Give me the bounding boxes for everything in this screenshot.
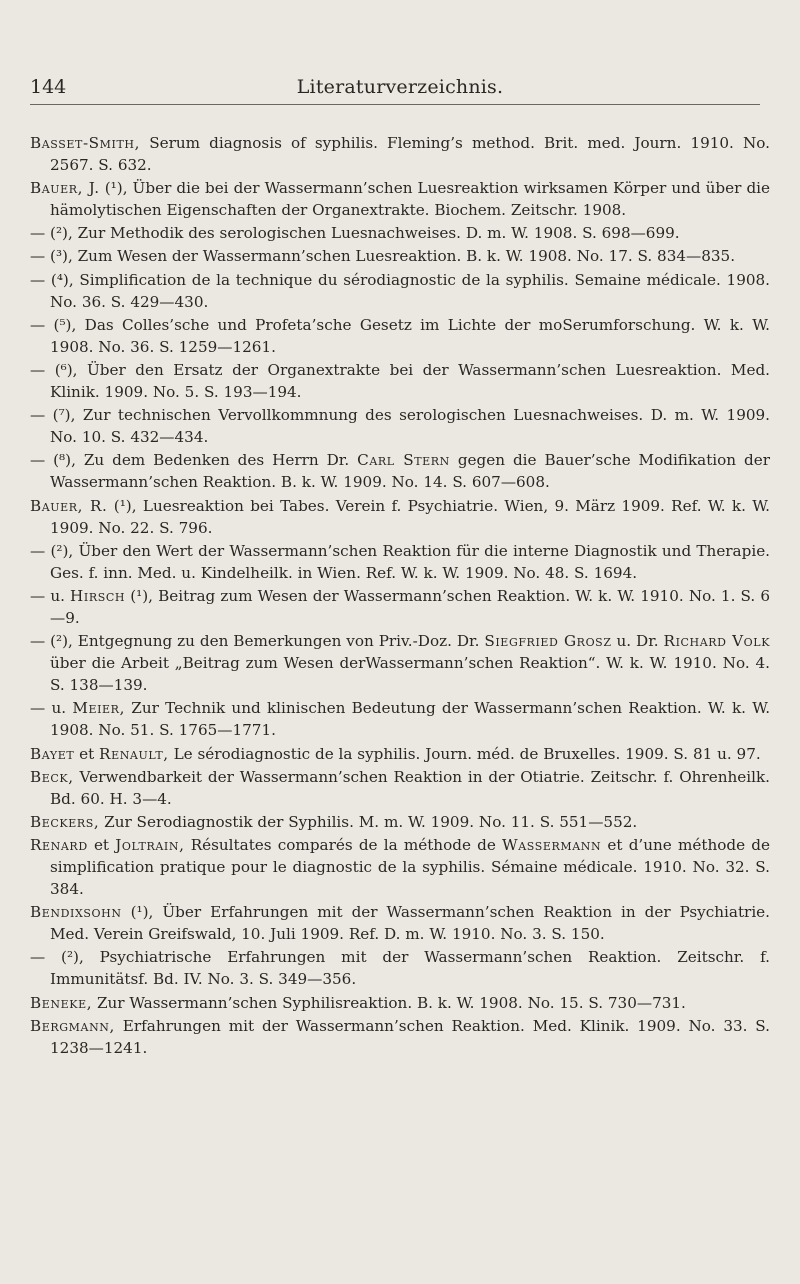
ditto-dash: — [30,315,46,334]
bibliography-entry [30,177,770,221]
bibliography-entry [30,132,770,176]
entry-text: (¹), Über Erfahrungen mit der Wassermann’schen Reaktion in der Psychiatrie. Med. Verein Greifswald, 10. Juli 1909. Ref. D. m. W. 1910. No. 3. S. 150. [50,903,770,944]
bibliography-entry [30,901,770,945]
entry-person: Renault, [99,744,169,763]
bibliography-entry [30,540,770,584]
entry-text: (²), Psychiatrische Erfahrungen mit der Wassermann’schen Reaktion. Zeitschr. f. Immunitätsf. Bd. IV. No. 3. S. 349—356. [50,948,770,989]
entry-text: Serum diagnosis of syphilis. Fleming’s method. Brit. med. Journ. 1910. No. 2567. S. 632. [50,134,770,175]
bibliography-entry [30,630,770,696]
bibliography-entry [30,766,770,810]
entry-person: Richard Volk [663,632,771,651]
bibliography-entry [30,946,770,990]
entry-text: et d’une méthode de simplification pratique pour le diagnostic de la syphilis. Sémaine médicale. 1910. No. 32. S. 384. [50,835,771,899]
bibliography-entry [30,585,770,629]
page-header [30,76,770,100]
bibliography-entry [30,404,770,448]
entry-text: (⁵), Das Colles’sche und Profeta’sche Gesetz im Lichte der moSerumforschung. W. k. W. 1908. No. 36. S. 1259—1261. [50,315,771,356]
entry-text: (²), Zur Methodik des serologischen Luesnachweises. D. m. W. 1908. S. 698—699. [50,224,680,243]
entry-person: Wassermann [502,835,602,854]
ditto-dash: — [30,699,46,718]
entry-text: Le sérodiagnostic de la syphilis. Journ. méd. de Bruxelles. 1909. S. 81 u. 97. [173,744,761,763]
entry-text: Erfahrungen mit der Wassermann’schen Reaktion. Med. Klinik. 1909. No. 33. S. 1238—1241. [50,1016,770,1057]
entry-text: et [93,835,110,854]
entry-author: Bauer, J. [30,179,100,198]
ditto-dash: — [30,586,46,605]
ditto-dash: — [30,247,46,266]
entry-text: u. Dr. [616,632,659,651]
running-title: Literaturverzeichnis. [296,76,504,98]
entry-text: Verwendbarkeit der Wassermann’schen Reaktion in der Otiatrie. Zeitschr. f. Ohrenheilk. Bd. 60. H. 3—4. [50,767,770,808]
bibliography-entry [30,314,770,358]
bibliography-entry [30,834,770,900]
entry-text: (¹), Über die bei der Wassermann’schen Luesreaktion wirksamen Körper und über die hämolytischen Eigenschaften der Organextrakte. Biochem. Zeitschr. 1908. [50,179,771,220]
page-number: 144 [30,76,67,98]
entry-text: (⁴), Simplification de la technique du sérodiagnostic de la syphilis. Semaine médicale. 1908. No. 36. S. 429—430. [50,270,771,311]
entry-text: u. [51,699,67,718]
entry-person: Siegfried Grosz [484,632,612,651]
entry-text: (⁷), Zur technischen Vervollkommnung des serologischen Luesnachweises. D. m. W. 1909. No. 10. S. 432—434. [50,406,771,447]
ditto-dash: — [30,632,46,651]
entry-text: u. [50,586,65,605]
entry-author: Renard [30,835,88,854]
entry-person: Meier, [72,699,125,718]
entry-person: Joltrain, [115,835,185,854]
bibliography-entry [30,269,770,313]
entry-author: Bayet [30,744,75,763]
entry-author: Bauer, R. [30,496,108,515]
entry-text: Zur Serodiagnostik der Syphilis. M. m. W. 1909. No. 11. S. 551—552. [104,812,638,831]
entry-author: Beck, [30,767,74,786]
entry-person: Hirsch [70,586,126,605]
entry-text: über die Arbeit „Beitrag zum Wesen derWassermann’schen Reaktion“. W. k. W. 1910. No. 4. S. 138—139. [50,654,770,695]
entry-text: gegen die Bauer’sche Modifikation der Wassermann’schen Reaktion. B. k. W. 1909. No. 14. S. 607—608. [50,451,770,492]
entry-author: Beneke, [30,993,93,1012]
bibliography-entry [30,359,770,403]
ditto-dash: — [30,406,46,425]
ditto-dash: — [30,451,46,470]
header-divider [30,104,760,105]
entry-text: Zur Technik und klinischen Bedeutung der Wassermann’schen Reaktion. W. k. W. 1908. No. 51. S. 1765—1771. [50,699,771,740]
entry-text: (¹), Beitrag zum Wesen der Wassermann’schen Reaktion. W. k. W. 1910. No. 1. S. 6—9. [50,586,771,627]
entry-person: Carl Stern [357,451,450,470]
bibliography-entry [30,222,770,244]
bibliography-entry [30,811,770,833]
entry-author: Bergmann, [30,1016,115,1035]
entry-text: (¹), Luesreaktion bei Tabes. Verein f. Psychiatrie. Wien, 9. März 1909. Ref. W. k. W. 1909. No. 22. S. 796. [50,496,771,537]
entry-text: (²), Über den Wert der Wassermann’schen Reaktion für die interne Diagnostik und Therapie. Ges. f. inn. Med. u. Kindelheilk. in Wien. Ref. W. k. W. 1909. No. 48. S. 1694. [50,541,771,582]
entry-text: (³), Zum Wesen der Wassermann’schen Luesreaktion. B. k. W. 1908. No. 17. S. 834—835. [50,247,736,266]
bibliography-entry [30,495,770,539]
entry-author: Basset-Smith, [30,134,141,152]
ditto-dash: — [30,360,46,379]
ditto-dash: — [30,224,46,243]
ditto-dash: — [30,948,46,967]
bibliography-entry [30,449,770,493]
bibliography-entry [30,1015,770,1059]
bibliography-entry [30,697,770,741]
entry-text: (⁸), Zu dem Bedenken des Herrn Dr. [53,451,350,470]
entry-text: (²), Entgegnung zu den Bemerkungen von Priv.-Doz. Dr. [50,632,480,651]
entry-text: (⁶), Über den Ersatz der Organextrakte bei der Wassermann’schen Luesreaktion. Med. Klinik. 1909. No. 5. S. 193—194. [50,360,771,402]
entry-text: Zur Wassermann’schen Syphilisreaktion. B. k. W. 1908. No. 15. S. 730—731. [96,993,686,1012]
bibliography-entry [30,743,770,765]
ditto-dash: — [30,541,46,560]
entry-text: Résultates comparés de la méthode de [190,835,496,854]
ditto-dash: — [30,270,46,289]
entry-author: Bendixsohn [30,903,122,922]
bibliography-list [30,132,770,1060]
entry-author: Beckers, [30,812,100,831]
entry-text: et [79,744,95,763]
bibliography-entry [30,245,770,267]
bibliography-entry [30,992,770,1014]
